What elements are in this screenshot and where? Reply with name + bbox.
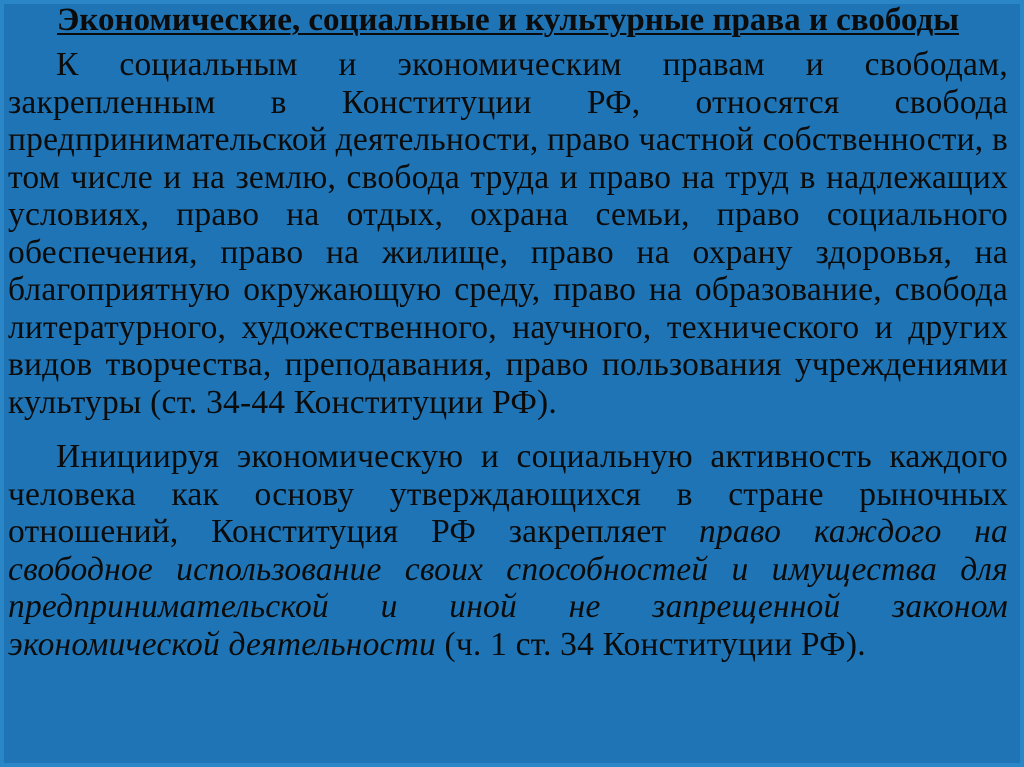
slide-title: Экономические, социальные и культурные права и свободы <box>57 2 959 38</box>
paragraph-economic-activity <box>8 438 1008 663</box>
slide <box>8 2 1008 663</box>
paragraph-emphasis: право каждого на свободное использование своих способностей и имущества для предпринимательской и иной не запрещенной законом экономической деятельности <box>8 513 1009 663</box>
paragraph-tail: (ч. 1 ст. 34 Конституции РФ). <box>435 625 866 663</box>
paragraph-lead: Инициируя экономическую и социальную активность каждого человека как основу утверждающихся в стране рыночных отношений, Конституция РФ закрепляет <box>8 438 1008 550</box>
paragraph-social-economic-rights: К социальным и экономическим правам и свободам, закрепленным в Конституции РФ, относятся свобода предпринимательской деятельности, право частной собственности, в том числе и на землю, свобода труда и право на труд в надлежащих условиях, право на отдых, охрана семьи, право социального обеспечения, право на жилище, право на охрану здоровья, на благоприятную окружающую среду, право на образование, свобода литературного, художественного, научного, технического и других видов творчества, преподавания, право пользования учреждениями культуры (ст. 34-44 Конституции РФ). <box>8 46 1008 421</box>
